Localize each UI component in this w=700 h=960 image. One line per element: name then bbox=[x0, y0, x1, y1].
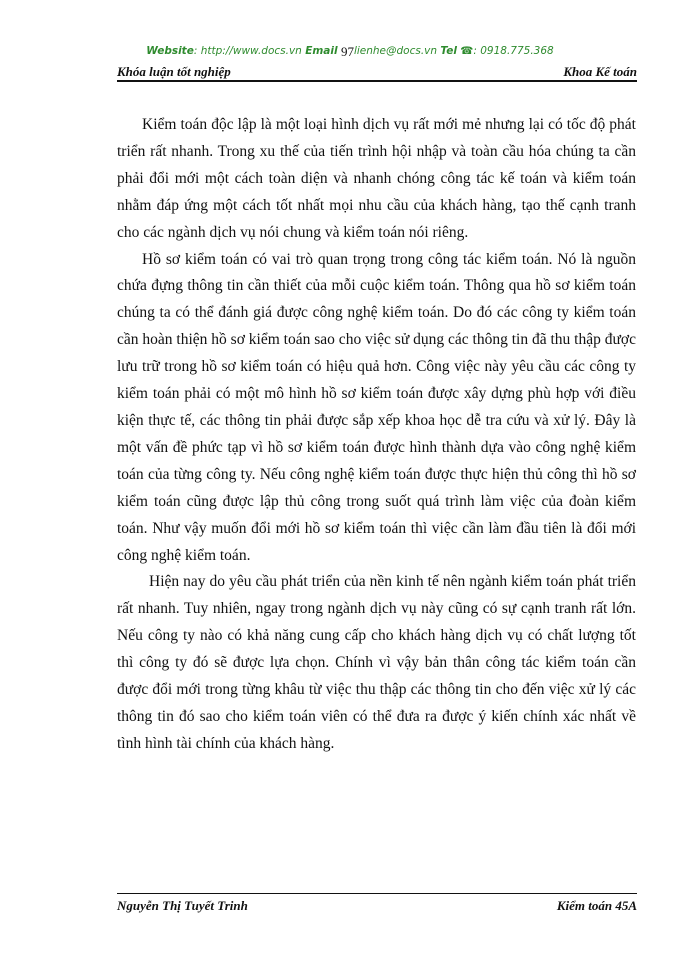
header-thesis-title: Khóa luận tốt nghiệp bbox=[117, 64, 231, 79]
footer-author: Nguyễn Thị Tuyết Trinh bbox=[117, 898, 248, 913]
header-department: Khoa Kế toán bbox=[563, 64, 637, 79]
email-address[interactable]: lienhe@docs.vn bbox=[353, 45, 438, 57]
website-label: Website bbox=[146, 45, 194, 57]
page-header bbox=[117, 62, 637, 82]
phone-icon: ☎ bbox=[460, 45, 474, 57]
paragraph-1: Kiểm toán độc lập là một loại hình dịch vụ rất mới mẻ nhưng lại có tốc độ phát triển rất nhanh. Trong xu thế của tiến trình hội nhập và toàn cầu hóa chúng ta cần phải đổi mới một cách toàn diện và nhanh chóng công tác kế toán và kiểm toán nhằm đáp ứng một cách tốt nhất mọi nhu cầu của khách hàng, tạo thế cạnh tranh cho các ngành dịch vụ nói chung và kiểm toán nói riêng. bbox=[117, 116, 636, 241]
footer-class: Kiểm toán 45A bbox=[556, 898, 637, 913]
website-contact-line bbox=[0, 44, 700, 60]
footer-divider bbox=[117, 893, 637, 894]
website-url[interactable]: : http://www.docs.vn bbox=[193, 45, 302, 57]
tel-label: Tel bbox=[440, 45, 457, 57]
paragraph-2: Hồ sơ kiểm toán có vai trò quan trọng trong công tác kiểm toán. Nó là nguồn chứa đựng thông tin cần thiết của mỗi cuộc kiểm toán. Thông qua hồ sơ kiểm toán chúng ta có thể đánh giá được công nghệ kiểm toán. Do đó các công ty kiểm toán cần hoàn thiện hồ sơ kiểm toán sao cho việc sử dụng các thông tin đã thu thập được lưu trữ trong hồ sơ kiểm toán có hiệu quả hơn. Công việc này yêu cầu các công ty kiểm toán phải có một mô hình hồ sơ kiểm toán được xây dựng phù hợp với điều kiện thực tế, các thông tin phải được sắp xếp khoa học dễ tra cứu và xử lý. Đây là một vấn đề phức tạp vì hồ sơ kiểm toán được hình thành dựa vào công nghệ kiểm toán của từng công ty. Nếu công nghệ kiểm toán được thực hiện thủ công thì hồ sơ kiểm toán cũng được lập thủ công trong suốt quá trình làm việc của đoàn kiểm toán. Như vậy muốn đổi mới hồ sơ kiểm toán thì việc cần làm đầu tiên là đổi mới công nghệ kiểm toán. bbox=[117, 250, 636, 564]
phone-number: : 0918.775.368 bbox=[473, 45, 554, 57]
paragraph-3: Hiện nay do yêu cầu phát triển của nền kinh tế nên ngành kiểm toán phát triển rất nhanh. Tuy nhiên, ngay trong ngành dịch vụ này cũng có sự cạnh tranh rất lớn. Nếu công ty nào có khả năng cung cấp cho khách hàng dịch vụ có chất lượng tốt thì công ty đó sẽ được lựa chọn. Chính vì vậy bản thân công tác kiểm toán cần được đổi mới trong từng khâu từ việc thu thập các thông tin cho đến việc xử lý các thông tin đó sao cho kiểm toán viên có thể đưa ra được ý kiến chính xác nhất về tình hình tài chính của khách hàng. bbox=[117, 573, 636, 752]
header-divider bbox=[117, 80, 637, 82]
page-footer bbox=[117, 898, 637, 918]
email-label: Email bbox=[305, 45, 338, 57]
document-body bbox=[117, 112, 636, 758]
page-number: 97 bbox=[340, 44, 354, 59]
